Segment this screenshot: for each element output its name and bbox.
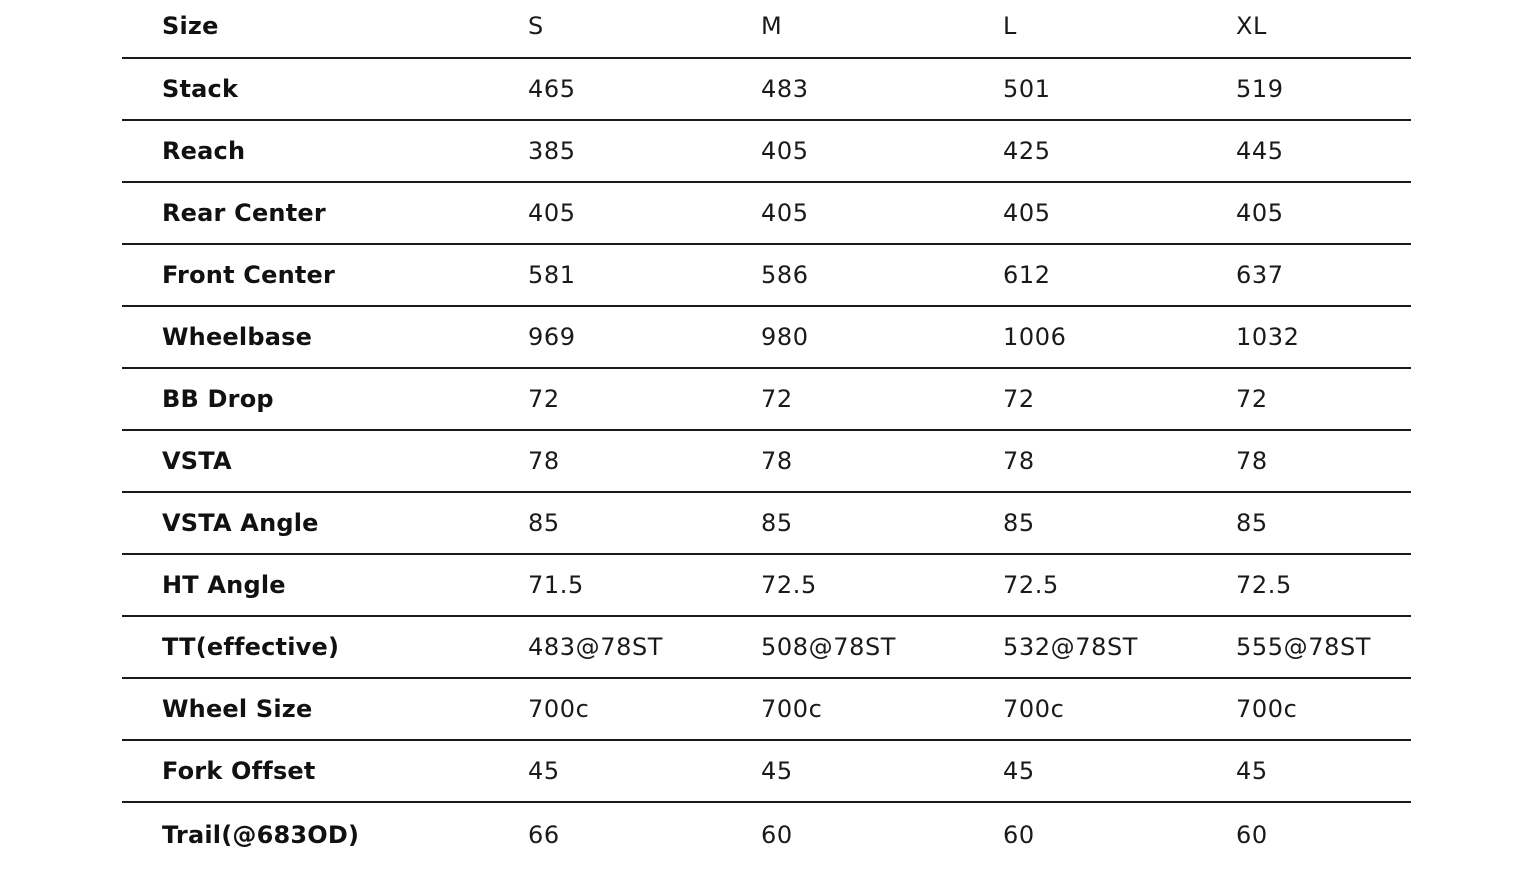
table-row-tt-effective bbox=[122, 617, 1411, 679]
row-value-s: 700c bbox=[528, 695, 590, 723]
row-label: Wheelbase bbox=[162, 323, 313, 351]
row-label: Reach bbox=[162, 137, 246, 165]
header-size-xl: XL bbox=[1236, 12, 1268, 40]
table-row-vsta bbox=[122, 431, 1411, 493]
row-label: VSTA bbox=[162, 447, 232, 475]
row-value-s: 581 bbox=[528, 261, 576, 289]
row-value-m: 405 bbox=[761, 137, 809, 165]
row-label: HT Angle bbox=[162, 571, 286, 599]
row-value-l: 72 bbox=[1003, 385, 1035, 413]
row-value-l: 612 bbox=[1003, 261, 1051, 289]
row-value-m: 483 bbox=[761, 75, 809, 103]
row-value-s: 483@78ST bbox=[528, 633, 664, 661]
row-value-l: 1006 bbox=[1003, 323, 1067, 351]
row-value-m: 85 bbox=[761, 509, 793, 537]
row-value-s: 465 bbox=[528, 75, 576, 103]
table-row-stack bbox=[122, 59, 1411, 121]
row-value-m: 45 bbox=[761, 757, 793, 785]
row-value-l: 501 bbox=[1003, 75, 1051, 103]
table-row-bb-drop bbox=[122, 369, 1411, 431]
row-value-m: 72.5 bbox=[761, 571, 817, 599]
row-label: Rear Center bbox=[162, 199, 326, 227]
row-value-m: 72 bbox=[761, 385, 793, 413]
row-label: Trail(@683OD) bbox=[162, 821, 360, 849]
row-value-l: 85 bbox=[1003, 509, 1035, 537]
row-value-s: 78 bbox=[528, 447, 560, 475]
table-row-trail bbox=[122, 803, 1411, 873]
row-value-l: 700c bbox=[1003, 695, 1065, 723]
row-value-xl: 60 bbox=[1236, 821, 1268, 849]
row-value-m: 405 bbox=[761, 199, 809, 227]
row-value-xl: 72.5 bbox=[1236, 571, 1292, 599]
row-value-s: 66 bbox=[528, 821, 560, 849]
row-value-xl: 555@78ST bbox=[1236, 633, 1372, 661]
row-value-s: 405 bbox=[528, 199, 576, 227]
row-value-m: 980 bbox=[761, 323, 809, 351]
row-value-xl: 45 bbox=[1236, 757, 1268, 785]
row-value-s: 969 bbox=[528, 323, 576, 351]
row-value-s: 85 bbox=[528, 509, 560, 537]
table-row-vsta-angle bbox=[122, 493, 1411, 555]
row-value-xl: 637 bbox=[1236, 261, 1284, 289]
row-value-s: 45 bbox=[528, 757, 560, 785]
row-label: Fork Offset bbox=[162, 757, 316, 785]
row-value-l: 60 bbox=[1003, 821, 1035, 849]
header-size-l: L bbox=[1003, 12, 1017, 40]
row-value-xl: 519 bbox=[1236, 75, 1284, 103]
row-value-xl: 405 bbox=[1236, 199, 1284, 227]
table-row-front-center bbox=[122, 245, 1411, 307]
row-value-xl: 72 bbox=[1236, 385, 1268, 413]
row-value-l: 72.5 bbox=[1003, 571, 1059, 599]
row-value-l: 405 bbox=[1003, 199, 1051, 227]
row-label: Front Center bbox=[162, 261, 336, 289]
row-label: TT(effective) bbox=[162, 633, 340, 661]
row-value-s: 72 bbox=[528, 385, 560, 413]
row-value-s: 71.5 bbox=[528, 571, 584, 599]
row-label: VSTA Angle bbox=[162, 509, 319, 537]
header-label: Size bbox=[162, 12, 219, 40]
header-size-m: M bbox=[761, 12, 783, 40]
row-label: BB Drop bbox=[162, 385, 274, 413]
table-row-wheelbase bbox=[122, 307, 1411, 369]
table-row-fork-offset bbox=[122, 741, 1411, 803]
table-row-wheel-size bbox=[122, 679, 1411, 741]
row-value-m: 78 bbox=[761, 447, 793, 475]
row-value-m: 60 bbox=[761, 821, 793, 849]
table-row-reach bbox=[122, 121, 1411, 183]
table-header-row bbox=[122, 0, 1411, 59]
row-label: Stack bbox=[162, 75, 239, 103]
row-value-m: 508@78ST bbox=[761, 633, 897, 661]
table-row-ht-angle bbox=[122, 555, 1411, 617]
row-value-l: 45 bbox=[1003, 757, 1035, 785]
row-value-l: 425 bbox=[1003, 137, 1051, 165]
row-value-m: 700c bbox=[761, 695, 823, 723]
row-value-s: 385 bbox=[528, 137, 576, 165]
header-size-s: S bbox=[528, 12, 544, 40]
row-value-xl: 700c bbox=[1236, 695, 1298, 723]
row-value-xl: 1032 bbox=[1236, 323, 1300, 351]
row-value-l: 532@78ST bbox=[1003, 633, 1139, 661]
row-value-l: 78 bbox=[1003, 447, 1035, 475]
row-value-xl: 85 bbox=[1236, 509, 1268, 537]
row-value-xl: 78 bbox=[1236, 447, 1268, 475]
row-value-m: 586 bbox=[761, 261, 809, 289]
row-value-xl: 445 bbox=[1236, 137, 1284, 165]
table-row-rear-center bbox=[122, 183, 1411, 245]
geometry-table bbox=[122, 0, 1411, 873]
row-label: Wheel Size bbox=[162, 695, 313, 723]
